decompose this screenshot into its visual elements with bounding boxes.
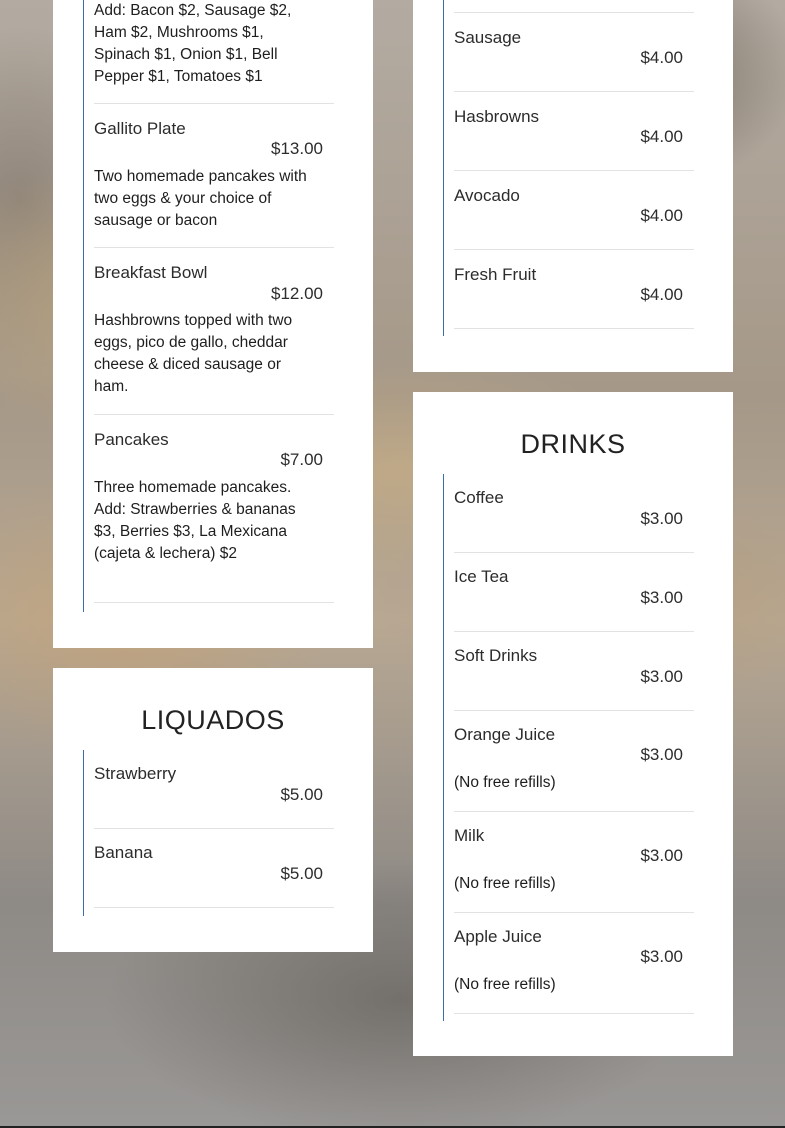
menu-item	[94, 415, 334, 603]
drinks-card	[413, 392, 733, 1056]
sides-item-list	[443, 0, 694, 336]
item-price: $13.00	[271, 139, 323, 158]
menu-item	[454, 171, 694, 250]
item-price: $4.00	[640, 206, 683, 225]
breakfast-card	[53, 0, 373, 648]
menu-item	[94, 104, 334, 248]
item-name: Orange Juice	[454, 725, 556, 744]
menu-item	[454, 632, 694, 711]
item-price: $4.00	[640, 285, 683, 304]
breakfast-item-list	[83, 0, 334, 612]
item-price: $3.00	[640, 745, 683, 764]
menu-item	[454, 913, 694, 1014]
item-name: Avocado	[454, 186, 520, 205]
item-name: Fresh Fruit	[454, 265, 537, 284]
menu-item	[454, 474, 694, 553]
item-name: Milk	[454, 826, 485, 845]
menu-item	[454, 711, 694, 812]
liquados-card	[53, 668, 373, 952]
section-title: LIQUADOS	[141, 705, 285, 735]
item-price: $3.00	[640, 667, 683, 686]
item-name: Coffee	[454, 488, 504, 507]
item-price: $3.00	[640, 509, 683, 528]
menu-item	[454, 250, 694, 329]
item-price: $7.00	[280, 450, 323, 469]
menu-item	[94, 248, 334, 415]
item-description: Add: Bacon $2, Sausage $2, Ham $2, Mushrooms $1, Spinach $1, Onion $1, Bell Pepper $1, Tomatoes $1	[94, 2, 292, 85]
item-note: (No free refills)	[454, 774, 556, 791]
item-name: Strawberry	[94, 764, 177, 783]
item-name: Hasbrowns	[454, 107, 540, 126]
item-note: (No free refills)	[454, 976, 556, 993]
item-name: Pancakes	[94, 430, 169, 449]
item-price: $4.00	[640, 127, 683, 146]
item-name: Apple Juice	[454, 927, 542, 946]
item-price: $3.00	[640, 947, 683, 966]
menu-item	[454, 13, 694, 92]
section-title: DRINKS	[520, 429, 626, 459]
menu-item	[454, 92, 694, 171]
menu-item	[454, 812, 694, 913]
item-name: Gallito Plate	[94, 119, 186, 138]
menu-item	[94, 0, 334, 104]
menu-item	[454, 553, 694, 632]
liquados-item-list	[83, 750, 334, 916]
item-price: $4.00	[640, 48, 683, 67]
menu-item	[454, 0, 694, 13]
item-price: $5.00	[280, 785, 323, 804]
item-description: Three homemade pancakes. Add: Strawberries & bananas $3, Berries $3, La Mexicana (cajeta & lechera) $2	[94, 479, 296, 562]
item-price: $3.00	[640, 588, 683, 607]
item-name: Banana	[94, 843, 153, 862]
item-description: Two homemade pancakes with two eggs & your choice of sausage or bacon	[94, 168, 307, 229]
sides-card	[413, 0, 733, 372]
item-name: Ice Tea	[454, 567, 509, 586]
item-name: Soft Drinks	[454, 646, 538, 665]
item-name: Breakfast Bowl	[94, 263, 208, 282]
item-price: $12.00	[271, 284, 323, 303]
menu-item	[94, 750, 334, 829]
item-price: $3.00	[640, 846, 683, 865]
item-note: (No free refills)	[454, 875, 556, 892]
item-name: Sausage	[454, 28, 522, 47]
item-description: Hashbrowns topped with two eggs, pico de gallo, cheddar cheese & diced sausage or ham.	[94, 312, 293, 395]
menu-item	[94, 829, 334, 908]
item-price: $5.00	[280, 864, 323, 883]
drinks-item-list	[443, 474, 694, 1021]
